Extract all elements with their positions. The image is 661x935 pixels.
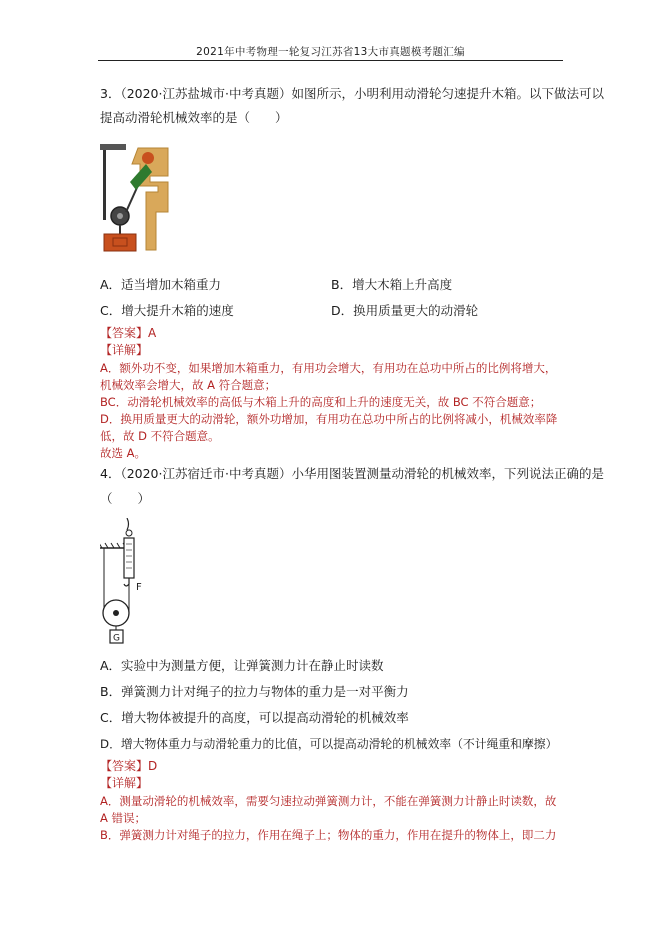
q3-answer: 【答案】A — [100, 326, 157, 340]
q4-stem-line1: 4．（2020·江苏宿迁市·中考真题）小华用图装置测量动滑轮的机械效率，下列说法正确的是 — [100, 466, 604, 481]
weight-label: G — [113, 633, 120, 644]
header-rule — [98, 60, 563, 61]
q4-explanation-line: A．测量动滑轮的机械效率，需要匀速拉动弹簧测力计，不能在弹簧测力计静止时读数，故 — [100, 794, 557, 808]
q3-option-d: D．换用质量更大的动滑轮 — [331, 303, 479, 318]
rope-left — [103, 150, 106, 220]
q4-option-b: B．弹簧测力计对绳子的拉力与物体的重力是一对平衡力 — [100, 684, 409, 699]
q3-explanation-line: 低，故 D 不符合题意。 — [100, 429, 220, 443]
q3-stem-line2: 提高动滑轮机械效率的是（ ） — [100, 110, 288, 125]
person-head — [142, 152, 154, 164]
q3-stem-line1: 3．（2020·江苏盐城市·中考真题）如图所示，小明利用动滑轮匀速提升木箱。以下做法可以 — [100, 86, 604, 101]
q4-option-c: C．增大物体被提升的高度，可以提高动滑轮的机械效率 — [100, 710, 409, 725]
q4-answer: 【答案】D — [100, 759, 158, 773]
hand-hook — [127, 518, 129, 530]
q3-option-a: A．适当增加木箱重力 — [100, 277, 222, 292]
scale-hook — [124, 578, 129, 586]
q4-stem-line2: （ ） — [100, 491, 151, 506]
q4-pulley-figure — [100, 518, 160, 644]
ceiling-beam — [100, 144, 126, 150]
q4-option-d: D．增大物体重力与动滑轮重力的比值，可以提高动滑轮的机械效率（不计绳重和摩擦） — [100, 737, 558, 751]
q3-explanation-line: 机械效率会增大，故 A 符合题意； — [100, 378, 277, 392]
q3-explanation-line: D．换用质量更大的动滑轮，额外功增加，有用功在总功中所占的比例将减小，机械效率降 — [100, 412, 558, 426]
q3-explanation-line: A．额外功不变，如果增加木箱重力，有用功会增大，有用功在总功中所占的比例将增大， — [100, 361, 557, 375]
q4-explanation-line: A 错误； — [100, 811, 147, 825]
q4-explanation-line: B．弹簧测力计对绳子的拉力，作用在绳子上；物体的重力，作用在提升的物体上，即二力 — [100, 828, 557, 842]
q4-detail-label: 【详解】 — [100, 776, 149, 790]
q3-detail-label: 【详解】 — [100, 343, 149, 357]
q4-option-a: A．实验中为测量方便，让弹簧测力计在静止时读数 — [100, 658, 384, 673]
q3-pulley-figure — [100, 142, 172, 252]
q3-explanation-line: 故选 A。 — [100, 446, 147, 460]
wooden-box — [104, 234, 136, 251]
q3-option-b: B．增大木箱上升高度 — [331, 277, 453, 292]
q3-option-c: C．增大提升木箱的速度 — [100, 303, 234, 318]
q3-explanation-line: BC．动滑轮机械效率的高低与木箱上升的高度和上升的速度无关，故 BC 不符合题意； — [100, 395, 542, 409]
force-label: F — [136, 582, 142, 593]
page-header: 2021年中考物理一轮复习江苏省13大市真题模考题汇编 — [196, 46, 465, 58]
